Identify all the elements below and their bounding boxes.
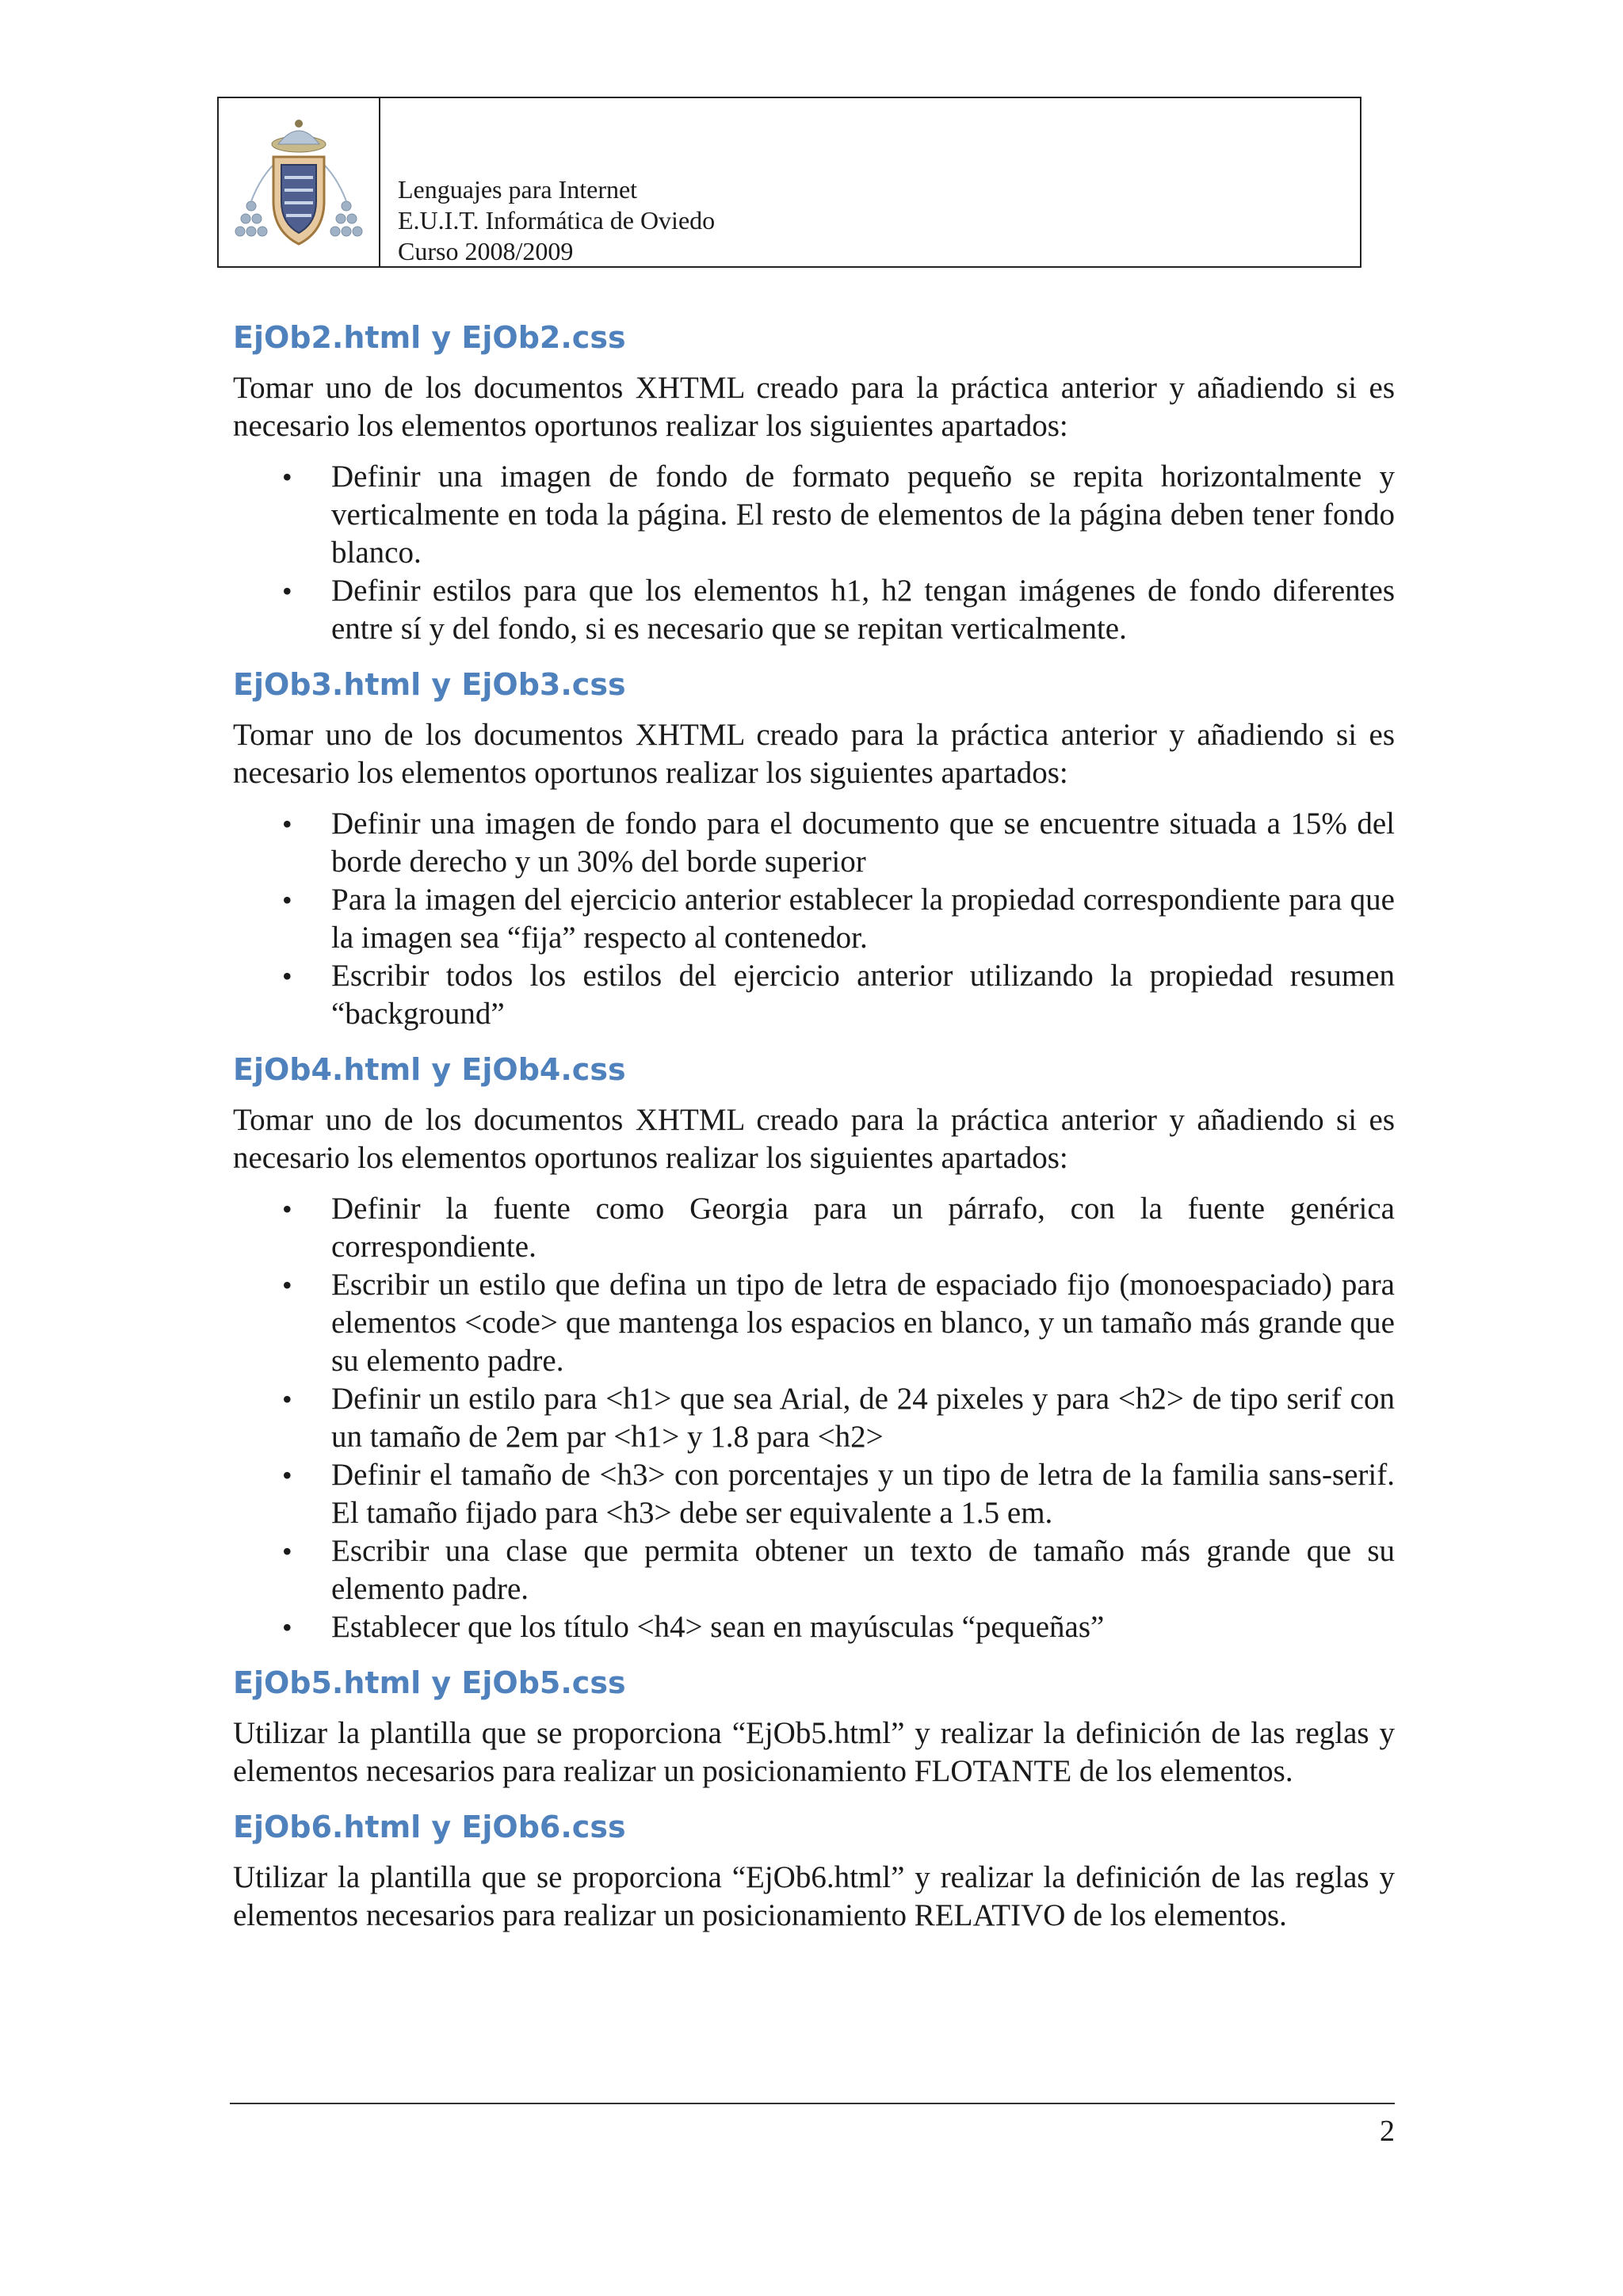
- bullet-icon: •: [282, 808, 292, 840]
- list-item-text: Para la imagen del ejercicio anterior establecer la propiedad correspondiente para que la imagen sea “fija” respecto al contenedor.: [331, 883, 1395, 955]
- list-item: [233, 957, 1395, 1033]
- exercise-section: [233, 1049, 1395, 1646]
- logo-cell: [219, 98, 380, 266]
- bullet-icon: •: [282, 575, 292, 607]
- section-intro: Tomar uno de los documentos XHTML creado para la práctica anterior y añadiendo si es necesario los elementos oportunos realizar los siguientes apartados:: [233, 718, 1395, 790]
- list-item: [233, 1608, 1395, 1646]
- exercise-section: [233, 1806, 1395, 1935]
- list-item-text: Definir un estilo para <h1> que sea Arial, de 24 pixeles y para <h2> de tipo serif con un tamaño de 2em par <h1> y 1.8 para <h2>: [331, 1382, 1395, 1454]
- section-intro: Utilizar la plantilla que se proporciona “EjOb6.html” y realizar la definición de las reglas y elementos necesarios para realizar un posicionamiento RELATIVO de los elementos.: [233, 1860, 1395, 1932]
- page-header: [217, 97, 1361, 268]
- list-item: [233, 458, 1395, 572]
- exercise-section: [233, 317, 1395, 648]
- footer-divider: [230, 2103, 1395, 2104]
- exercise-section: [233, 664, 1395, 1033]
- page-number: 2: [1380, 2115, 1395, 2148]
- document-body: [233, 317, 1395, 1951]
- task-list: [233, 1190, 1395, 1646]
- section-title: EjOb5.html y EjOb5.css: [233, 1665, 626, 1700]
- bullet-icon: •: [282, 960, 292, 992]
- bullet-icon: •: [282, 1383, 292, 1415]
- list-item: [233, 881, 1395, 957]
- list-item-text: Escribir todos los estilos del ejercicio anterior utilizando la propiedad resumen “background”: [331, 959, 1395, 1031]
- section-title: EjOb3.html y EjOb3.css: [233, 667, 626, 702]
- bullet-icon: •: [282, 461, 292, 493]
- school-name: E.U.I.T. Informática de Oviedo: [398, 206, 716, 235]
- list-item: [233, 1532, 1395, 1608]
- list-item-text: Escribir una clase que permita obtener un texto de tamaño más grande que su elemento padre.: [331, 1534, 1395, 1606]
- list-item-text: Escribir un estilo que defina un tipo de letra de espaciado fijo (monoespaciado) para elementos <code> que mantenga los espacios en blanco, y un tamaño más grande que su elemento padre.: [331, 1268, 1395, 1378]
- exercise-section: [233, 1662, 1395, 1791]
- list-item-text: Definir una imagen de fondo para el documento que se encuentre situada a 15% del borde derecho y un 30% del borde superior: [331, 807, 1395, 879]
- task-list: [233, 805, 1395, 1033]
- list-item: [233, 1266, 1395, 1380]
- section-title: EjOb2.html y EjOb2.css: [233, 320, 626, 355]
- section-title: EjOb6.html y EjOb6.css: [233, 1810, 626, 1844]
- bullet-icon: •: [282, 1459, 292, 1491]
- course-year: Curso 2008/2009: [398, 237, 574, 265]
- course-name: Lenguajes para Internet: [398, 175, 638, 204]
- bullet-icon: •: [282, 884, 292, 916]
- list-item: [233, 572, 1395, 648]
- section-intro: Tomar uno de los documentos XHTML creado para la práctica anterior y añadiendo si es necesario los elementos oportunos realizar los siguientes apartados:: [233, 371, 1395, 443]
- list-item-text: Definir estilos para que los elementos h1, h2 tengan imágenes de fondo diferentes entre sí y del fondo, si es necesario que se repitan verticalmente.: [331, 574, 1395, 646]
- list-item: [233, 1190, 1395, 1266]
- list-item-text: Definir una imagen de fondo de formato pequeño se repita horizontalmente y verticalmente en toda la página. El resto de elementos de la página deben tener fondo blanco.: [331, 460, 1395, 570]
- section-title: EjOb4.html y EjOb4.css: [233, 1052, 626, 1087]
- list-item-text: Definir la fuente como Georgia para un párrafo, con la fuente genérica correspondiente.: [331, 1192, 1395, 1264]
- header-text: [380, 98, 715, 266]
- list-item-text: Establecer que los título <h4> sean en mayúsculas “pequeñas”: [331, 1610, 1105, 1644]
- bullet-icon: •: [282, 1269, 292, 1301]
- task-list: [233, 458, 1395, 648]
- bullet-icon: •: [282, 1193, 292, 1225]
- university-crest-icon: [229, 113, 369, 252]
- bullet-icon: •: [282, 1611, 292, 1643]
- list-item-text: Definir el tamaño de <h3> con porcentajes y un tipo de letra de la familia sans-serif. El tamaño fijado para <h3> debe ser equivalente a 1.5 em.: [331, 1458, 1395, 1530]
- list-item: [233, 1380, 1395, 1456]
- bullet-icon: •: [282, 1535, 292, 1567]
- section-intro: Tomar uno de los documentos XHTML creado para la práctica anterior y añadiendo si es necesario los elementos oportunos realizar los siguientes apartados:: [233, 1103, 1395, 1175]
- list-item: [233, 1456, 1395, 1532]
- section-intro: Utilizar la plantilla que se proporciona “EjOb5.html” y realizar la definición de las reglas y elementos necesarios para realizar un posicionamiento FLOTANTE de los elementos.: [233, 1716, 1395, 1788]
- list-item: [233, 805, 1395, 881]
